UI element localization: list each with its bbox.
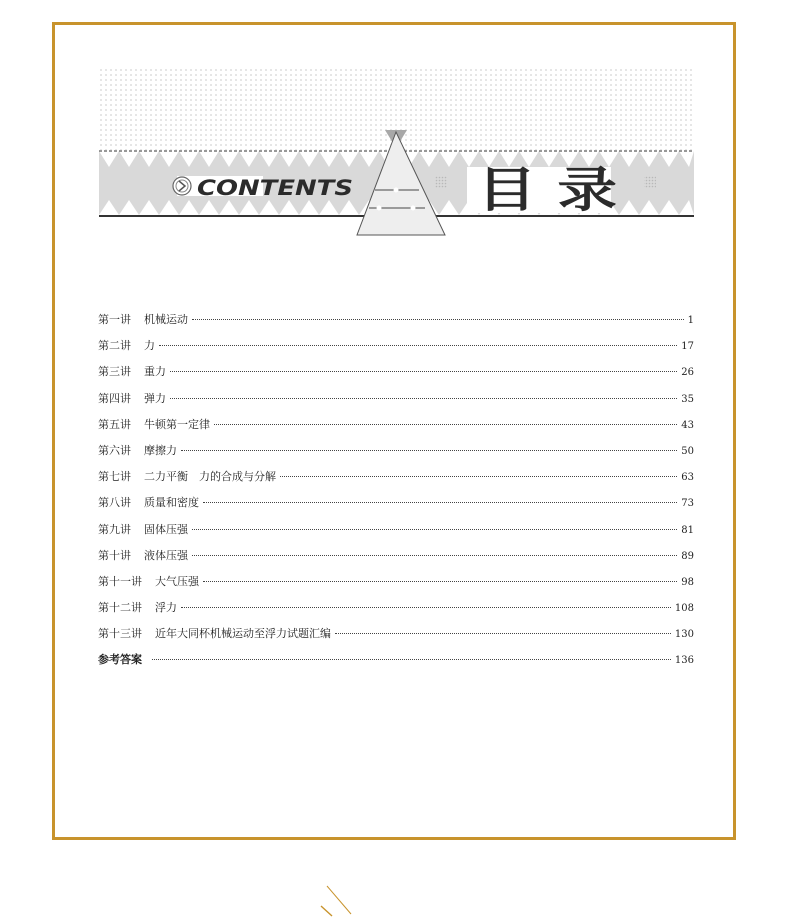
toc-entry[interactable]: [98, 390, 694, 416]
chapter-number: 参考答案: [98, 653, 142, 667]
toc-entry[interactable]: [98, 311, 694, 337]
chapter-title: 力: [144, 339, 155, 353]
page-number: 108: [674, 603, 694, 615]
toc-entry[interactable]: [98, 442, 694, 468]
dot-leader: [181, 607, 671, 608]
contents-emblem-icon: [173, 177, 191, 195]
toc-entry[interactable]: [98, 521, 694, 547]
dot-leader: [152, 659, 671, 660]
chapter-title: 固体压强: [144, 522, 188, 536]
toc-entry-answers[interactable]: [98, 651, 694, 677]
page-number: 43: [681, 419, 694, 431]
chapter-number: 第十一讲: [98, 574, 142, 588]
toc-entry[interactable]: [98, 363, 694, 389]
page-number: 35: [681, 393, 694, 405]
dot-leader: [214, 424, 677, 425]
page-number: 81: [681, 524, 694, 536]
chapter-number: 第十讲: [98, 548, 131, 562]
chapter-title: 质量和密度: [144, 496, 199, 510]
chapter-number: 第十二讲: [98, 601, 142, 615]
chapter-number: 第二讲: [98, 339, 131, 353]
dot-leader: [203, 502, 677, 503]
dot-leader: [192, 555, 677, 556]
chapter-title: 大气压强: [155, 574, 199, 588]
chapter-title: 二力平衡 力的合成与分解: [144, 470, 276, 484]
dot-leader: [170, 371, 677, 372]
page-number: 136: [674, 655, 694, 667]
toc-entry[interactable]: [98, 468, 694, 494]
dot-leader: [192, 529, 677, 530]
chapter-title: 摩擦力: [144, 443, 177, 457]
decorative-slash-mark: [318, 884, 354, 918]
page-number: 73: [681, 498, 694, 510]
dot-leader: [335, 633, 671, 634]
chapter-number: 第八讲: [98, 496, 131, 510]
chapter-title: 液体压强: [144, 548, 188, 562]
chapter-number: 第五讲: [98, 417, 131, 431]
dot-leader: [181, 450, 677, 451]
contents-label: CONTENTS: [197, 176, 353, 200]
page-number: 89: [681, 550, 694, 562]
toc-entry[interactable]: [98, 416, 694, 442]
toc-entry[interactable]: [98, 599, 694, 625]
page-number: 50: [681, 445, 694, 457]
chapter-number: 第四讲: [98, 391, 131, 405]
chapter-title: 浮力: [155, 601, 177, 615]
chapter-title: 重力: [144, 365, 166, 379]
dot-leader: [203, 581, 677, 582]
chapter-number: 第十三讲: [98, 627, 142, 641]
page-number: 1: [687, 315, 694, 326]
chapter-number: 第七讲: [98, 470, 131, 484]
contents-header: [99, 68, 694, 240]
dot-leader: [159, 345, 677, 346]
page-number: 130: [674, 629, 694, 641]
page-number: 17: [681, 341, 694, 353]
dot-leader: [192, 319, 684, 320]
chapter-number: 第三讲: [98, 365, 131, 379]
chapter-title: 牛顿第一定律: [144, 417, 210, 431]
toc-title: 目 录: [477, 162, 617, 218]
chapter-title: 近年大同杯机械运动至浮力试题汇编: [155, 627, 331, 641]
toc-entry[interactable]: [98, 337, 694, 363]
toc-entry[interactable]: [98, 494, 694, 520]
chapter-number: 第六讲: [98, 443, 131, 457]
chapter-title: 弹力: [144, 391, 166, 405]
page-number: 63: [681, 472, 694, 484]
dot-leader: [280, 476, 677, 477]
chapter-number: 第九讲: [98, 522, 131, 536]
table-of-contents: [98, 311, 694, 678]
page-number: 98: [681, 576, 694, 588]
page-number: 26: [681, 367, 694, 379]
toc-entry[interactable]: [98, 625, 694, 651]
chapter-title: 机械运动: [144, 313, 188, 326]
toc-entry[interactable]: [98, 573, 694, 599]
chapter-number: 第一讲: [98, 313, 131, 326]
toc-entry[interactable]: [98, 547, 694, 573]
dot-leader: [170, 398, 677, 399]
